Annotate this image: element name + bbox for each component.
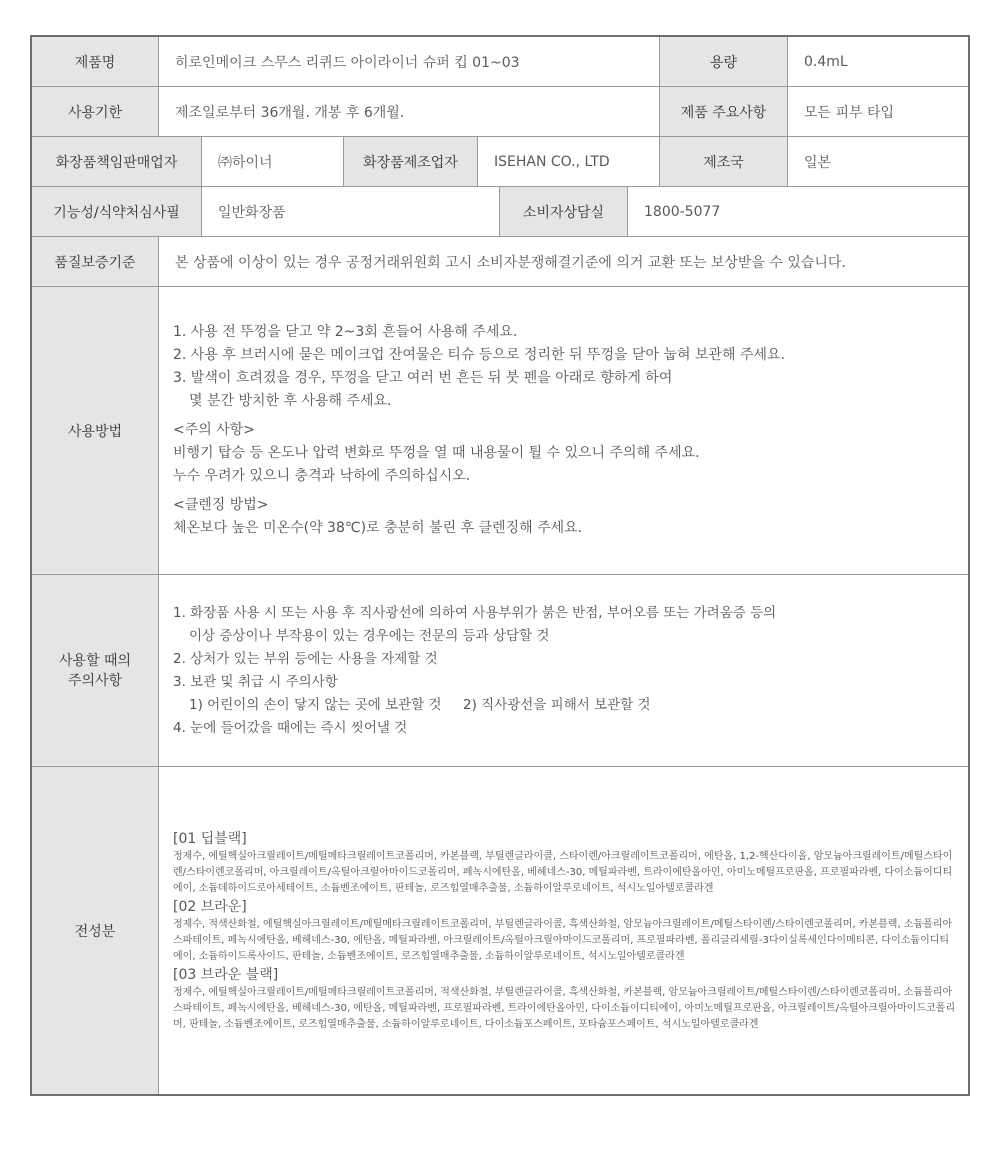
ingredients-content xyxy=(159,767,968,1094)
ingredients-title-02: [02 브라운] xyxy=(173,898,247,915)
caution-line-1: 비행기 탑승 등 온도나 압력 변화로 뚜껑을 열 때 내용물이 튈 수 있으니 주의해 주세요. xyxy=(173,445,700,461)
value-main-spec: 모든 피부 타입 xyxy=(788,87,968,136)
precaution-1-cont: 이상 증상이나 부작용이 있는 경우에는 전문의 등과 상담할 것 xyxy=(189,627,550,644)
row-seller xyxy=(32,137,968,187)
value-expiry: 제조일로부터 36개월. 개봉 후 6개월. xyxy=(159,87,660,136)
usage-step-3: 3. 발색이 흐려졌을 경우, 뚜껑을 닫고 여러 번 흔든 뒤 붓 펜을 아래로 향하게 하여 xyxy=(173,370,673,386)
label-ingredients: 전성분 xyxy=(32,767,159,1094)
label-main-spec: 제품 주요사항 xyxy=(660,87,788,136)
ingredients-list-02: 정제수, 적색산화철, 에틸헥실아크릴레이트/메틸메타크릴레이트코폴리머, 부틸렌글라이콜, 흑색산화철, 암모늄아크릴레이트/메틸스타이렌/스타이렌코폴리머, 카본블랙, 소듐폴리아스파테이트, 페녹시에탄올, 베헤네스-30, 에탄올, 메틸파라벤, 아크릴레이트/옥틸아크릴아마이드코폴리머, 프로필파라벤, 폴리글리세릴-3다이실록세인다이메티콘, 다이소듐이디티에이, 소듐하이드록사이드, 판테놀, 소듐벤조에이트, 로즈힙열매추출물, 소듐하이알루로네이트, 석시노일아텔로콜라겐 xyxy=(173,918,953,962)
precaution-2: 2. 상처가 있는 부위 등에는 사용을 자제할 것 xyxy=(173,650,438,667)
ingredients-list-01: 정제수, 에틸헥실아크릴레이트/메틸메타크릴레이트코폴리머, 카본블랙, 부틸렌글라이콜, 스타이렌/아크릴레이트코폴리머, 에탄올, 1,2-헥산다이올, 암모늄아크릴레이트/메틸스타이렌/스타이렌코폴리머, 아크릴레이트/옥틸아크릴아마이드코폴리머, 페녹시에탄올, 베헤네스-30, 메틸파라벤, 트라이에탄올아민, 아미노메틸프로판올, 프로필파라벤, 다이소듐이디티에이, 소듐데하이드로아세테이트, 소듐벤조에이트, 판테놀, 로즈힙열매추출물, 소듐하이알루로네이트, 석시노일아텔로콜라겐 xyxy=(173,850,953,894)
value-consumer-center: 1800-5077 xyxy=(628,187,968,236)
label-seller: 화장품책임판매업자 xyxy=(32,137,202,186)
product-info-table xyxy=(30,35,970,1096)
cleansing-line: 체온보다 높은 미온수(약 38℃)로 충분히 불린 후 클렌징해 주세요. xyxy=(173,520,583,536)
value-seller: ㈜하이너 xyxy=(202,137,344,186)
value-country: 일본 xyxy=(788,137,968,186)
cleansing-heading: <클렌징 방법> xyxy=(173,497,269,513)
label-precautions-line2: 주의사항 xyxy=(67,672,123,689)
row-quality xyxy=(32,237,968,287)
caution-heading: <주의 사항> xyxy=(173,422,256,438)
label-consumer-center: 소비자상담실 xyxy=(500,187,628,236)
label-manufacturer: 화장품제조업자 xyxy=(344,137,478,186)
ingredients-title-01: [01 딥블랙] xyxy=(173,830,247,847)
label-country: 제조국 xyxy=(660,137,788,186)
ingredients-title-03: [03 브라운 블랙] xyxy=(173,966,279,983)
precaution-1: 1. 화장품 사용 시 또는 사용 후 직사광선에 의하여 사용부위가 붉은 반점, 부어오름 또는 가려움증 등의 xyxy=(173,604,777,621)
value-volume: 0.4mL xyxy=(788,37,968,86)
label-precautions-line1: 사용할 때의 xyxy=(58,652,132,669)
value-quality: 본 상품에 이상이 있는 경우 공정거래위원회 고시 소비자분쟁해결기준에 의거 교환 또는 보상받을 수 있습니다. xyxy=(159,237,968,286)
label-expiry: 사용기한 xyxy=(32,87,159,136)
value-product-name: 히로인메이크 스무스 리퀴드 아이라이너 슈퍼 킵 01~03 xyxy=(159,37,660,86)
precautions-content xyxy=(159,575,968,766)
label-product-name: 제품명 xyxy=(32,37,159,86)
label-volume: 용량 xyxy=(660,37,788,86)
ingredients-list-03: 정제수, 에틸헥실아크릴레이트/메틸메타크릴레이트코폴리머, 적색산화철, 부틸렌글라이콜, 흑색산화철, 카본블랙, 암모늄아크릴레이트/메틸스타이렌/스타이렌코폴리머, 소듐폴리아스파테이트, 페녹시에탄올, 베헤네스-30, 에탄올, 메틸파라벤, 프로필파라벤, 트라이에탄올아민, 다이소듐이디티에이, 아미노메틸프로판올, 아크릴레이트/옥틸아크릴아마이드코폴리머, 판테놀, 소듐벤조에이트, 로즈힙열매추출물, 소듐하이알루로네이트, 다이소듐포스페이트, 포타슘포스페이트, 석시노일아텔로콜라겐 xyxy=(173,986,956,1030)
usage-step-3-cont: 몇 분간 방치한 후 사용해 주세요. xyxy=(189,393,392,409)
row-functional xyxy=(32,187,968,237)
value-functional: 일반화장품 xyxy=(202,187,500,236)
label-usage: 사용방법 xyxy=(32,287,159,574)
row-usage xyxy=(32,287,968,575)
row-product-name xyxy=(32,37,968,87)
precaution-3-items: 1) 어린이의 손이 닿지 않는 곳에 보관할 것 2) 직사광선을 피해서 보관할 것 xyxy=(189,696,651,713)
caution-line-2: 누수 우려가 있으니 충격과 낙하에 주의하십시오. xyxy=(173,468,471,484)
row-precautions xyxy=(32,575,968,767)
usage-step-2: 2. 사용 후 브러시에 묻은 메이크업 잔여물은 티슈 등으로 정리한 뒤 뚜껑을 닫아 눕혀 보관해 주세요. xyxy=(173,347,785,363)
row-ingredients xyxy=(32,767,968,1094)
value-manufacturer: ISEHAN CO., LTD xyxy=(478,137,660,186)
usage-content xyxy=(159,287,968,574)
row-expiry xyxy=(32,87,968,137)
label-quality: 품질보증기준 xyxy=(32,237,159,286)
label-functional: 기능성/식약처심사필 xyxy=(32,187,202,236)
usage-step-1: 1. 사용 전 뚜껑을 닫고 약 2~3회 흔들어 사용해 주세요. xyxy=(173,324,518,340)
label-precautions xyxy=(32,575,159,766)
precaution-3: 3. 보관 및 취급 시 주의사항 xyxy=(173,673,338,690)
precaution-4: 4. 눈에 들어갔을 때에는 즉시 씻어낼 것 xyxy=(173,719,408,736)
